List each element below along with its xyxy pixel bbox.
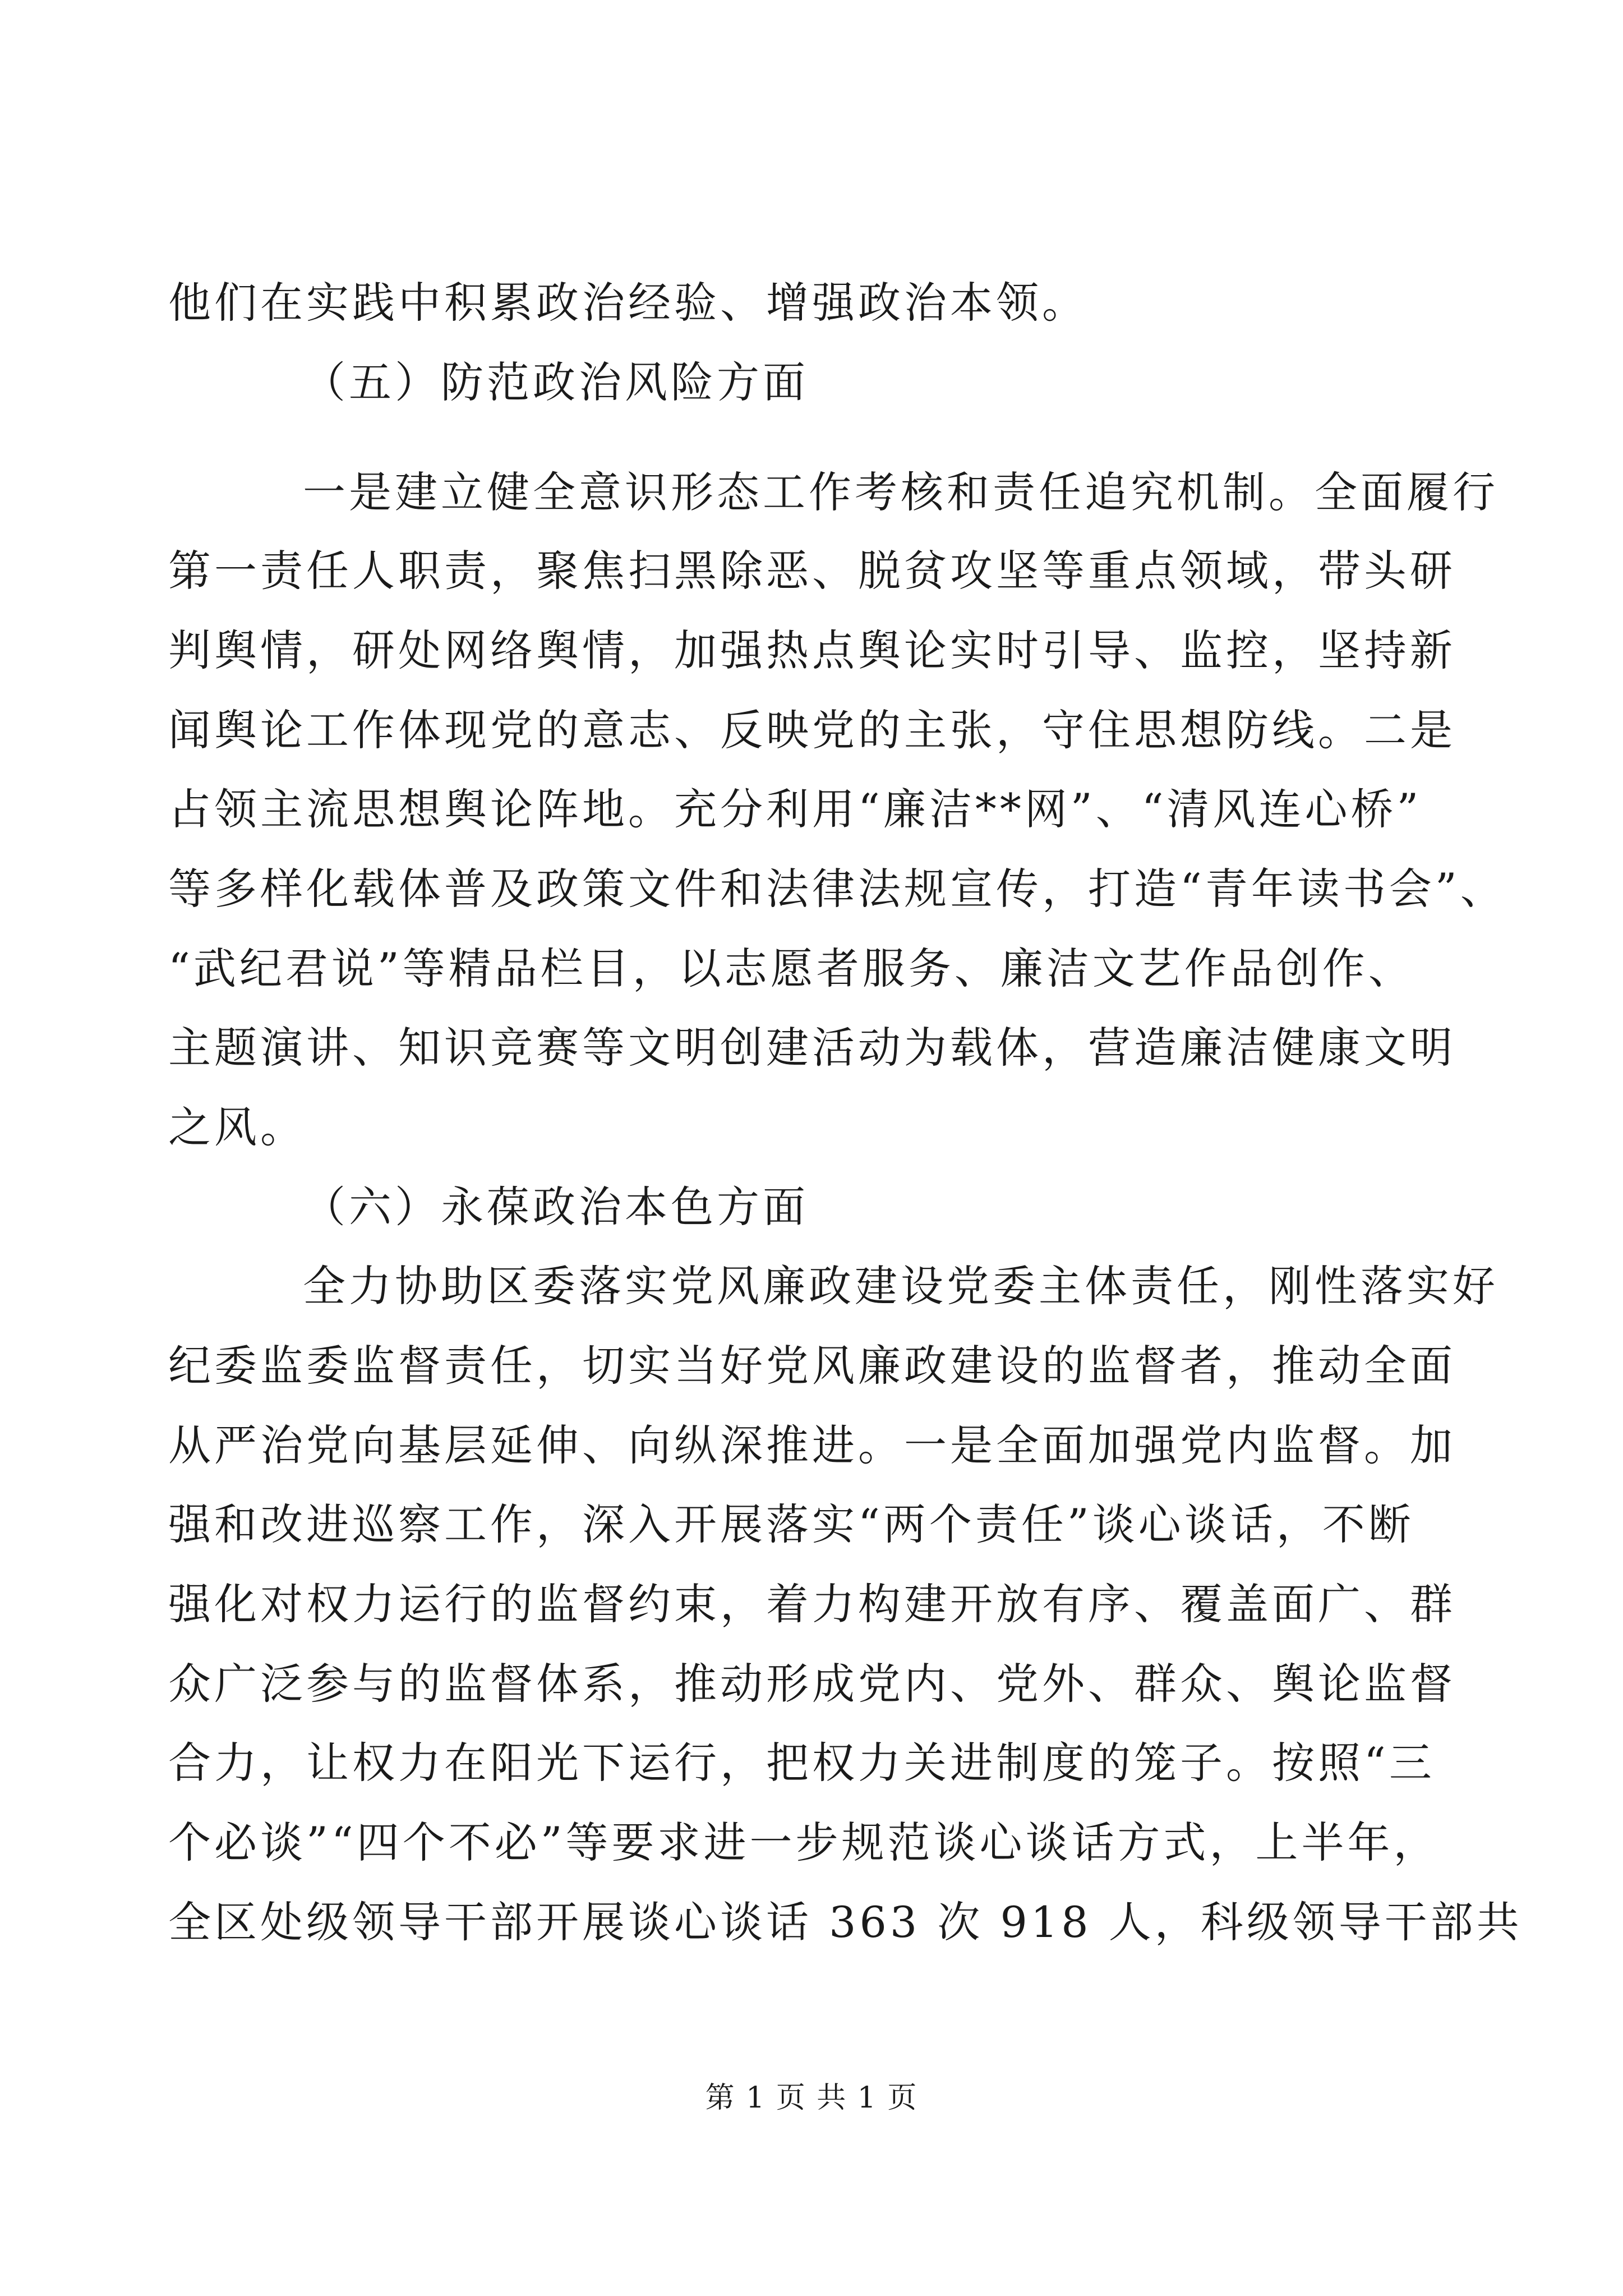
body-text-line: 他们在实践中积累政治经验、增强政治本领。: [168, 278, 1088, 328]
body-text-line: 众广泛参与的监督体系，推动形成党内、党外、群众、舆论监督: [168, 1659, 1456, 1709]
page-footer: 第 1 页 共 1 页: [705, 2081, 918, 2115]
body-text-line: 之风。: [168, 1102, 306, 1152]
body-text-line: 全力协助区委落实党风廉政建设党委主体责任，刚性落实好: [303, 1261, 1498, 1311]
body-text-line: 主题演讲、知识竞赛等文明创建活动为载体，营造廉洁健康文明: [168, 1023, 1456, 1073]
body-text-line: 等多样化载体普及政策文件和法律法规宣传，打造“青年读书会”、: [168, 864, 1506, 914]
body-text-line: 一是建立健全意识形态工作考核和责任追究机制。全面履行: [303, 467, 1498, 517]
body-text-line: 强化对权力运行的监督约束，着力构建开放有序、覆盖面广、群: [168, 1579, 1456, 1629]
body-text-line: 全区处级领导干部开展谈心谈话 363 次 918 人，科级领导干部共: [168, 1897, 1523, 1947]
section-heading-six: （六）永葆政治本色方面: [303, 1182, 809, 1232]
body-text-line: 判舆情，研处网络舆情，加强热点舆论实时引导、监控，坚持新: [168, 625, 1456, 675]
section-heading-five: （五）防范政治风险方面: [303, 357, 809, 407]
body-text-line: 纪委监委监督责任，切实当好党风廉政建设的监督者，推动全面: [168, 1341, 1456, 1391]
body-text-line: 第一责任人职责，聚焦扫黑除恶、脱贫攻坚等重点领域，带头研: [168, 546, 1456, 596]
body-text-line: 个必谈”“四个不必”等要求进一步规范谈心谈话方式，上半年，: [168, 1818, 1440, 1867]
body-text-line: 强和改进巡察工作，深入开展落实“两个责任”谈心谈话，不断: [168, 1499, 1414, 1549]
body-text-line: 从严治党向基层延伸、向纵深推进。一是全面加强党内监督。加: [168, 1420, 1456, 1470]
body-text-line: 闻舆论工作体现党的意志、反映党的主张，守住思想防线。二是: [168, 705, 1456, 755]
body-text-line: 占领主流思想舆论阵地。充分利用“廉洁**网”、“清风连心桥”: [168, 784, 1422, 834]
body-text-line: “武纪君说”等精品栏目，以志愿者服务、廉洁文艺作品创作、: [168, 944, 1414, 993]
body-text-line: 合力，让权力在阳光下运行，把权力关进制度的笼子。按照“三: [168, 1738, 1435, 1788]
